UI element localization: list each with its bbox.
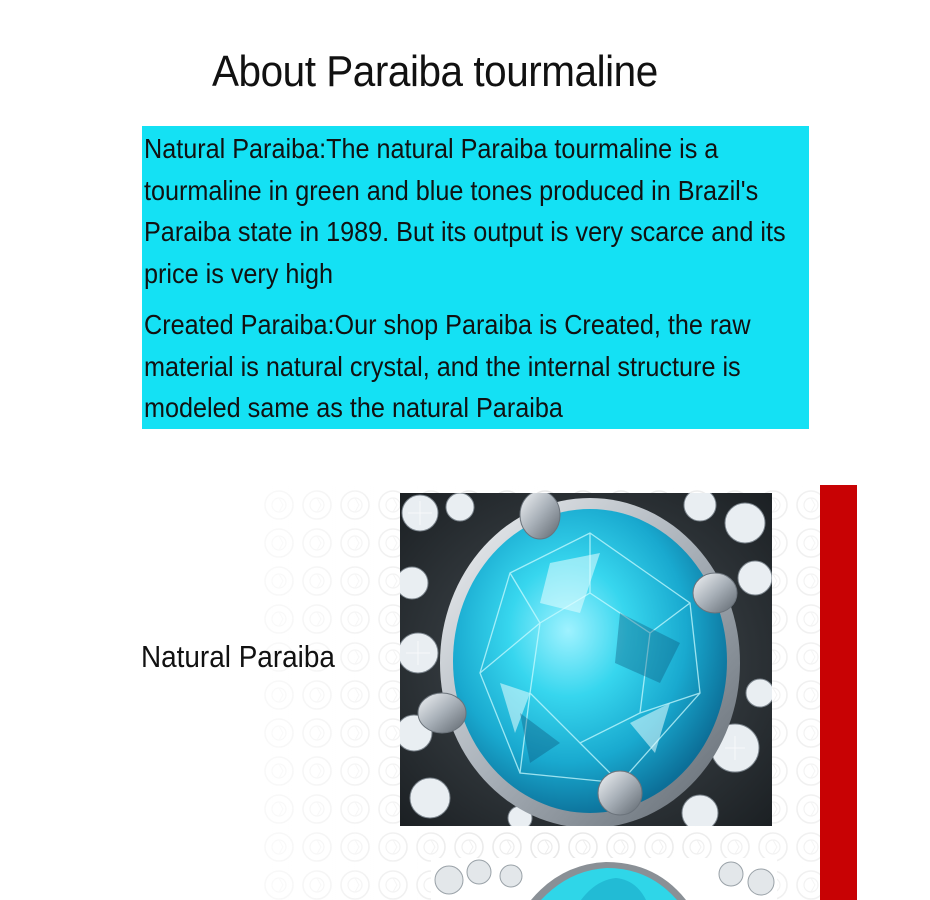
natural-paraiba-description: Natural Paraiba:The natural Paraiba tourmaline is a tourmaline in green and blue tones produced in Brazil's Paraiba state in 1989. But its output is very scarce and its price is very high — [144, 133, 786, 289]
created-paraiba-ring-photo — [431, 858, 777, 900]
natural-paraiba-ring-photo — [400, 493, 772, 826]
page-title: About Paraiba tourmaline — [212, 47, 658, 96]
accent-bar — [820, 485, 857, 900]
info-box — [142, 126, 809, 429]
created-paraiba-description: Created Paraiba:Our shop Paraiba is Created, the raw material is natural crystal, and the internal structure is modeled same as the natural Paraiba — [144, 309, 751, 423]
natural-paraiba-label: Natural Paraiba — [141, 639, 335, 674]
